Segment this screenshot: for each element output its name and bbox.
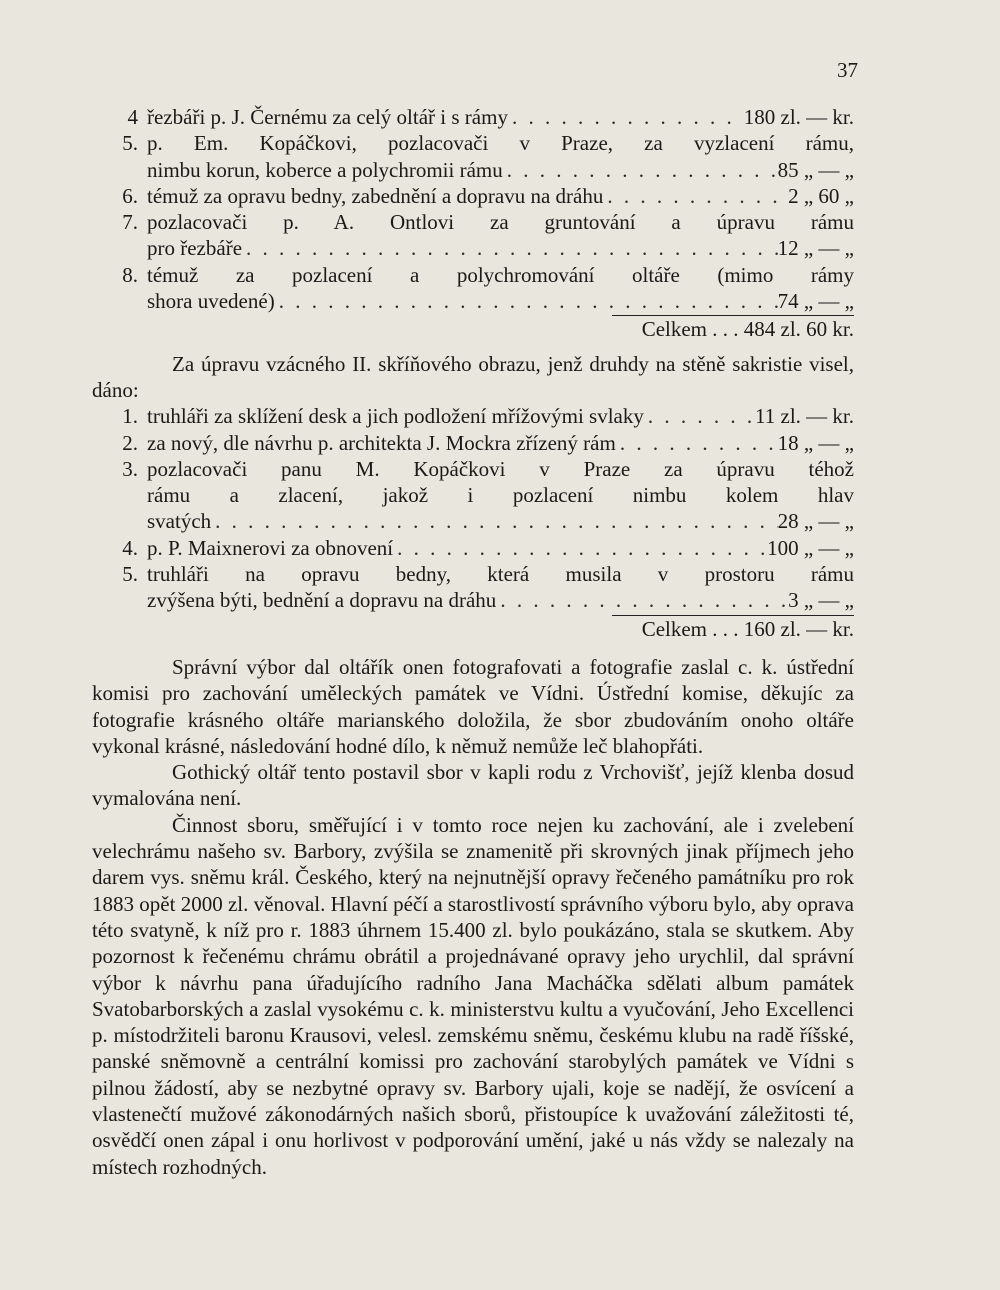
item-number: 6. [122, 183, 138, 208]
amount: 74 „ — „ [777, 289, 854, 314]
item-number: 7. [122, 210, 138, 235]
page-content [92, 104, 854, 1180]
description-line-with-amount [147, 235, 854, 261]
leader-dots [393, 535, 767, 561]
item-description [147, 561, 854, 614]
item-number: 1. [122, 404, 138, 429]
list-item [92, 430, 854, 456]
leader-dots [275, 288, 778, 314]
description-text: shora uvedené) [147, 289, 275, 314]
list-item [92, 209, 854, 262]
description-line: pozlacovači p. A. Ontlovi za gruntování a úpravu rámu [147, 210, 854, 235]
item-description [147, 104, 854, 130]
list-item [92, 262, 854, 315]
list-item [92, 456, 854, 535]
section-intro: Za úpravu vzácného II. skříňového obrazu, jenž druhdy na stěně sakristie visel, dáno: [92, 351, 854, 402]
item-description [147, 183, 854, 209]
leader-dots [644, 403, 755, 429]
description-line-with-amount [147, 157, 854, 183]
item-description [147, 430, 854, 456]
item-description [147, 403, 854, 429]
description-text: řezbáři p. J. Černému za celý oltář i s rámy [147, 105, 508, 129]
item-number: 2. [122, 430, 138, 455]
page-number: 37 [837, 58, 858, 82]
item-description [147, 130, 854, 183]
item-description [147, 209, 854, 262]
description-text: témuž za opravu bedny, zabednění a dopravu na dráhu [147, 183, 604, 208]
item-description [147, 456, 854, 535]
list-item [92, 535, 854, 561]
amount: 11 zl. — kr. [755, 404, 854, 429]
amount: 3 „ — „ [788, 588, 854, 613]
leader-dots [603, 183, 788, 209]
description-line-with-amount [147, 288, 854, 314]
description-line: témuž za pozlacení a polychromování oltáře (mimo rámy [147, 262, 854, 287]
item-description [147, 262, 854, 315]
amount: 28 „ — „ [777, 509, 854, 534]
description-line-with-amount [147, 535, 854, 561]
description-text: nimbu korun, koberce a polychromii rámu [147, 157, 503, 182]
paragraph: Správní výbor dal oltářík onen fotografovati a fotografie zaslal c. k. ústřední komisi pro zachování uměleckých památek ve Vídni. Ústřední komise, děkujíc za fotografie krásného oltáře marianského doložila, že sbor zbudováním onoho oltáře vykonal krásné, následování hodné dílo, k němuž nemůže leč blahopřáti. [92, 654, 854, 758]
item-description [147, 535, 854, 561]
paragraph: Gothický oltář tento postavil sbor v kapli rodu z Vrchovišť, jejíž klenba dosud vymalována není. [92, 760, 854, 811]
amount: 2 „ 60 „ [788, 183, 854, 208]
list-item [92, 130, 854, 183]
description-line-with-amount [147, 104, 854, 130]
expense-list-painting [92, 403, 854, 613]
list-item [92, 183, 854, 209]
description-text: truhláři za sklížení desk a jich podložení mřížovými svlaky [147, 404, 644, 429]
item-number: 5. [122, 562, 138, 587]
description-text: pro řezbáře [147, 236, 243, 261]
description-text: za nový, dle návrhu p. architekta J. Mockra zřízený rám [147, 430, 616, 455]
description-text: zvýšena býti, bednění a dopravu na dráhu [147, 588, 497, 613]
description-line-with-amount [147, 587, 854, 613]
item-number: 3. [122, 456, 138, 481]
description-line: rámu a zlacení, jakož i pozlacení nimbu kolem hlav [147, 483, 854, 508]
item-number: 4 [127, 105, 138, 129]
item-number: 4. [122, 535, 138, 560]
description-line: pozlacovači panu M. Kopáčkovi v Praze za úpravu téhož [147, 456, 854, 481]
leader-dots [508, 104, 744, 130]
expense-list-altar [92, 104, 854, 314]
leader-dots [211, 508, 777, 534]
description-text: svatých [147, 509, 212, 534]
list-item [92, 403, 854, 429]
description-line-with-amount [147, 430, 854, 456]
amount: 100 „ — „ [767, 535, 854, 560]
item-number: 8. [122, 262, 138, 287]
list-item [92, 561, 854, 614]
amount: 85 „ — „ [777, 157, 854, 182]
total-line: Celkem . . . 484 zl. 60 kr. [641, 317, 854, 342]
description-line-with-amount [147, 403, 854, 429]
leader-dots [496, 587, 788, 613]
list-item [92, 104, 854, 130]
leader-dots [616, 430, 778, 456]
amount: 12 „ — „ [777, 236, 854, 261]
amount: 18 „ — „ [777, 430, 854, 455]
leader-dots [242, 235, 778, 261]
amount: 180 zl. — kr. [743, 105, 854, 129]
item-number: 5. [122, 131, 138, 156]
description-text: p. P. Maixnerovi za obnovení [147, 535, 394, 560]
leader-dots [503, 157, 778, 183]
description-line: p. Em. Kopáčkovi, pozlacovači v Praze, za vyzlacení rámu, [147, 131, 854, 156]
total-line: Celkem . . . 160 zl. — kr. [641, 616, 854, 641]
body-text [92, 654, 854, 1180]
description-line-with-amount [147, 183, 854, 209]
description-line-with-amount [147, 508, 854, 534]
description-line: truhláři na opravu bedny, která musila v prostoru rámu [147, 562, 854, 587]
paragraph: Činnost sboru, směřující i v tomto roce nejen ku zachování, ale i zvelebení velechrámu našeho sv. Barbory, zvýšila se znamenitě při skrovných jinak příjmech jeho darem vys. sněmu král. Českého, který na nejnutnější opravy řečeného památníku pro rok 1883 opět 2000 zl. věnoval. Hlavní péčí a starostlivostí správního výboru bylo, aby oprava této svatyně, k níž pro r. 1883 úhrnem 15.400 zl. bylo poukázáno, stala se skutkem. Aby pozornost k řečenému chrámu obrátil a projednávané opravy jeho urychlil, dal správní výbor k návrhu pana úřadujícího radního Jana Macháčka sdělati album památek Svatobarborských a zaslal vysokému c. k. ministerstvu kultu a vyučování, Jeho Excellenci p. místodržiteli baronu Krausovi, velesl. zemskému sněmu, českému klubu na radě říšské, panské sněmovně a centrální komissi pro zachování starobylých památek ve Vídni s pilnou žádostí, aby se nezbytné opravy sv. Barbory ujali, koje se nadějí, že osvícení a vlastenečtí mužové zákonodárných našich sborů, přistoupíce k uvažování záležitosti té, osvědčí onen zápal i onu horlivost v podporování umění, jaké u nás vždy se nalezaly na místech rozhodných. [92, 812, 854, 1179]
